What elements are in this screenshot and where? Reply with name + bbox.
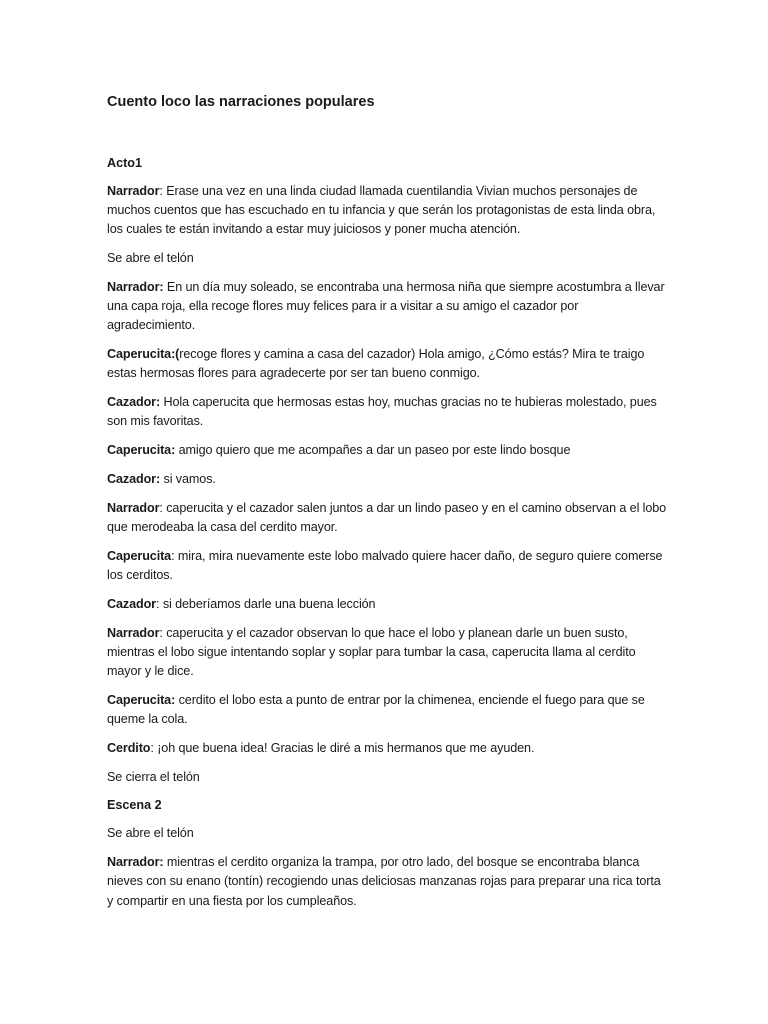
dialogue-text: cerdito el lobo esta a punto de entrar por la chimenea, enciende el fuego para que se queme la cola. [107,692,645,726]
dialogue-paragraph [107,441,667,460]
dialogue-text: ¡oh que buena idea! Gracias le diré a mis hermanos que me ayuden. [157,740,535,755]
speaker-name: Narrador [107,500,160,515]
dialogue-text: mientras el cerdito organiza la trampa, por otro lado, del bosque se encontraba blanca nieves con su enano (tontín) recogiendo unas deliciosas manzanas rojas para preparar una rica torta y compartir en una fiesta por los cumpleaños. [107,855,661,908]
dialogue-text: recoge flores y camina a casa del cazador) Hola amigo, ¿Cómo estás? Mira te traigo estas hermosas flores para agradecerte por ser tan bueno conmigo. [107,347,645,381]
dialogue-paragraph [107,853,667,911]
document-body [107,92,667,920]
dialogue-text: si vamos. [163,472,216,486]
dialogue-text: caperucita y el cazador observan lo que hace el lobo y planean darle un buen susto, mientras el lobo sigue intentando soplar y soplar para tumbar la casa, caperucita llama al cerdito mayor y le dice. [107,625,636,678]
speaker-separator: : [171,548,178,563]
dialogue-paragraph [107,499,667,537]
speaker-name: Narrador [107,625,160,640]
dialogue-paragraph [107,547,667,585]
dialogue-text: mira, mira nuevamente este lobo malvado quiere hacer daño, de seguro quiere comerse los cerditos. [107,548,663,582]
stage-direction: Se abre el telón [107,251,194,266]
section-heading: Escena 2 [107,798,162,813]
dialogue-paragraph [107,278,667,336]
speaker-separator: : [150,740,158,755]
speaker-name: Cazador: [107,395,161,410]
section-heading: Acto1 [107,156,142,170]
speaker-name: Caperucita: [107,443,176,458]
speaker-name: Narrador [107,184,160,198]
dialogue-paragraph [107,624,667,682]
stage-direction: Se cierra el telón [107,769,200,784]
speaker-separator: : [156,596,163,611]
dialogue-text: amigo quiero que me acompañes a dar un paseo por este lindo bosque [178,443,571,458]
dialogue-paragraph [107,345,667,383]
speaker-name: Caperucita [107,548,172,563]
speaker-name: Narrador: [107,280,164,294]
speaker-separator: : [159,500,167,515]
dialogue-paragraph [107,739,667,758]
speaker-name: Narrador: [107,855,164,870]
document-blocks [107,154,667,911]
dialogue-paragraph [107,595,667,614]
stage-direction: Se abre el telón [107,826,194,841]
speaker-name: Cazador [107,596,156,611]
dialogue-text: En un día muy soleado, se encontraba una hermosa niña que siempre acostumbra a llevar una capa roja, ella recoge flores muy felices para ir a visitar a su amigo el cazador por agradecimiento. [107,280,665,333]
speaker-name: Caperucita: [107,692,176,707]
speaker-name: Cerdito [107,740,151,755]
dialogue-paragraph [107,470,667,489]
document-title: Cuento loco las narraciones populares [107,94,375,110]
dialogue-text: Hola caperucita que hermosas estas hoy, muchas gracias no te hubieras molestado, pues son mis favoritas. [107,395,657,429]
dialogue-paragraph [107,393,667,431]
dialogue-text: Erase una vez en una linda ciudad llamada cuentilandia Vivian muchos personajes de muchos cuentos que has escuchado en tu infancia y que serán los protagonistas de esta linda obra, los cuales te están invitando a estar muy juiciosos y poner mucha atención. [107,184,656,237]
dialogue-text: si deberíamos darle una buena lección [162,596,376,611]
dialogue-paragraph [107,182,667,240]
speaker-separator: : [159,625,167,640]
dialogue-paragraph [107,691,667,729]
speaker-name: Cazador: [107,472,161,486]
speaker-separator: : [159,184,167,198]
speaker-name: Caperucita:( [107,347,180,362]
dialogue-text: caperucita y el cazador salen juntos a dar un lindo paseo y en el camino observan a el lobo que merodeaba la casa del cerdito mayor. [107,500,667,534]
